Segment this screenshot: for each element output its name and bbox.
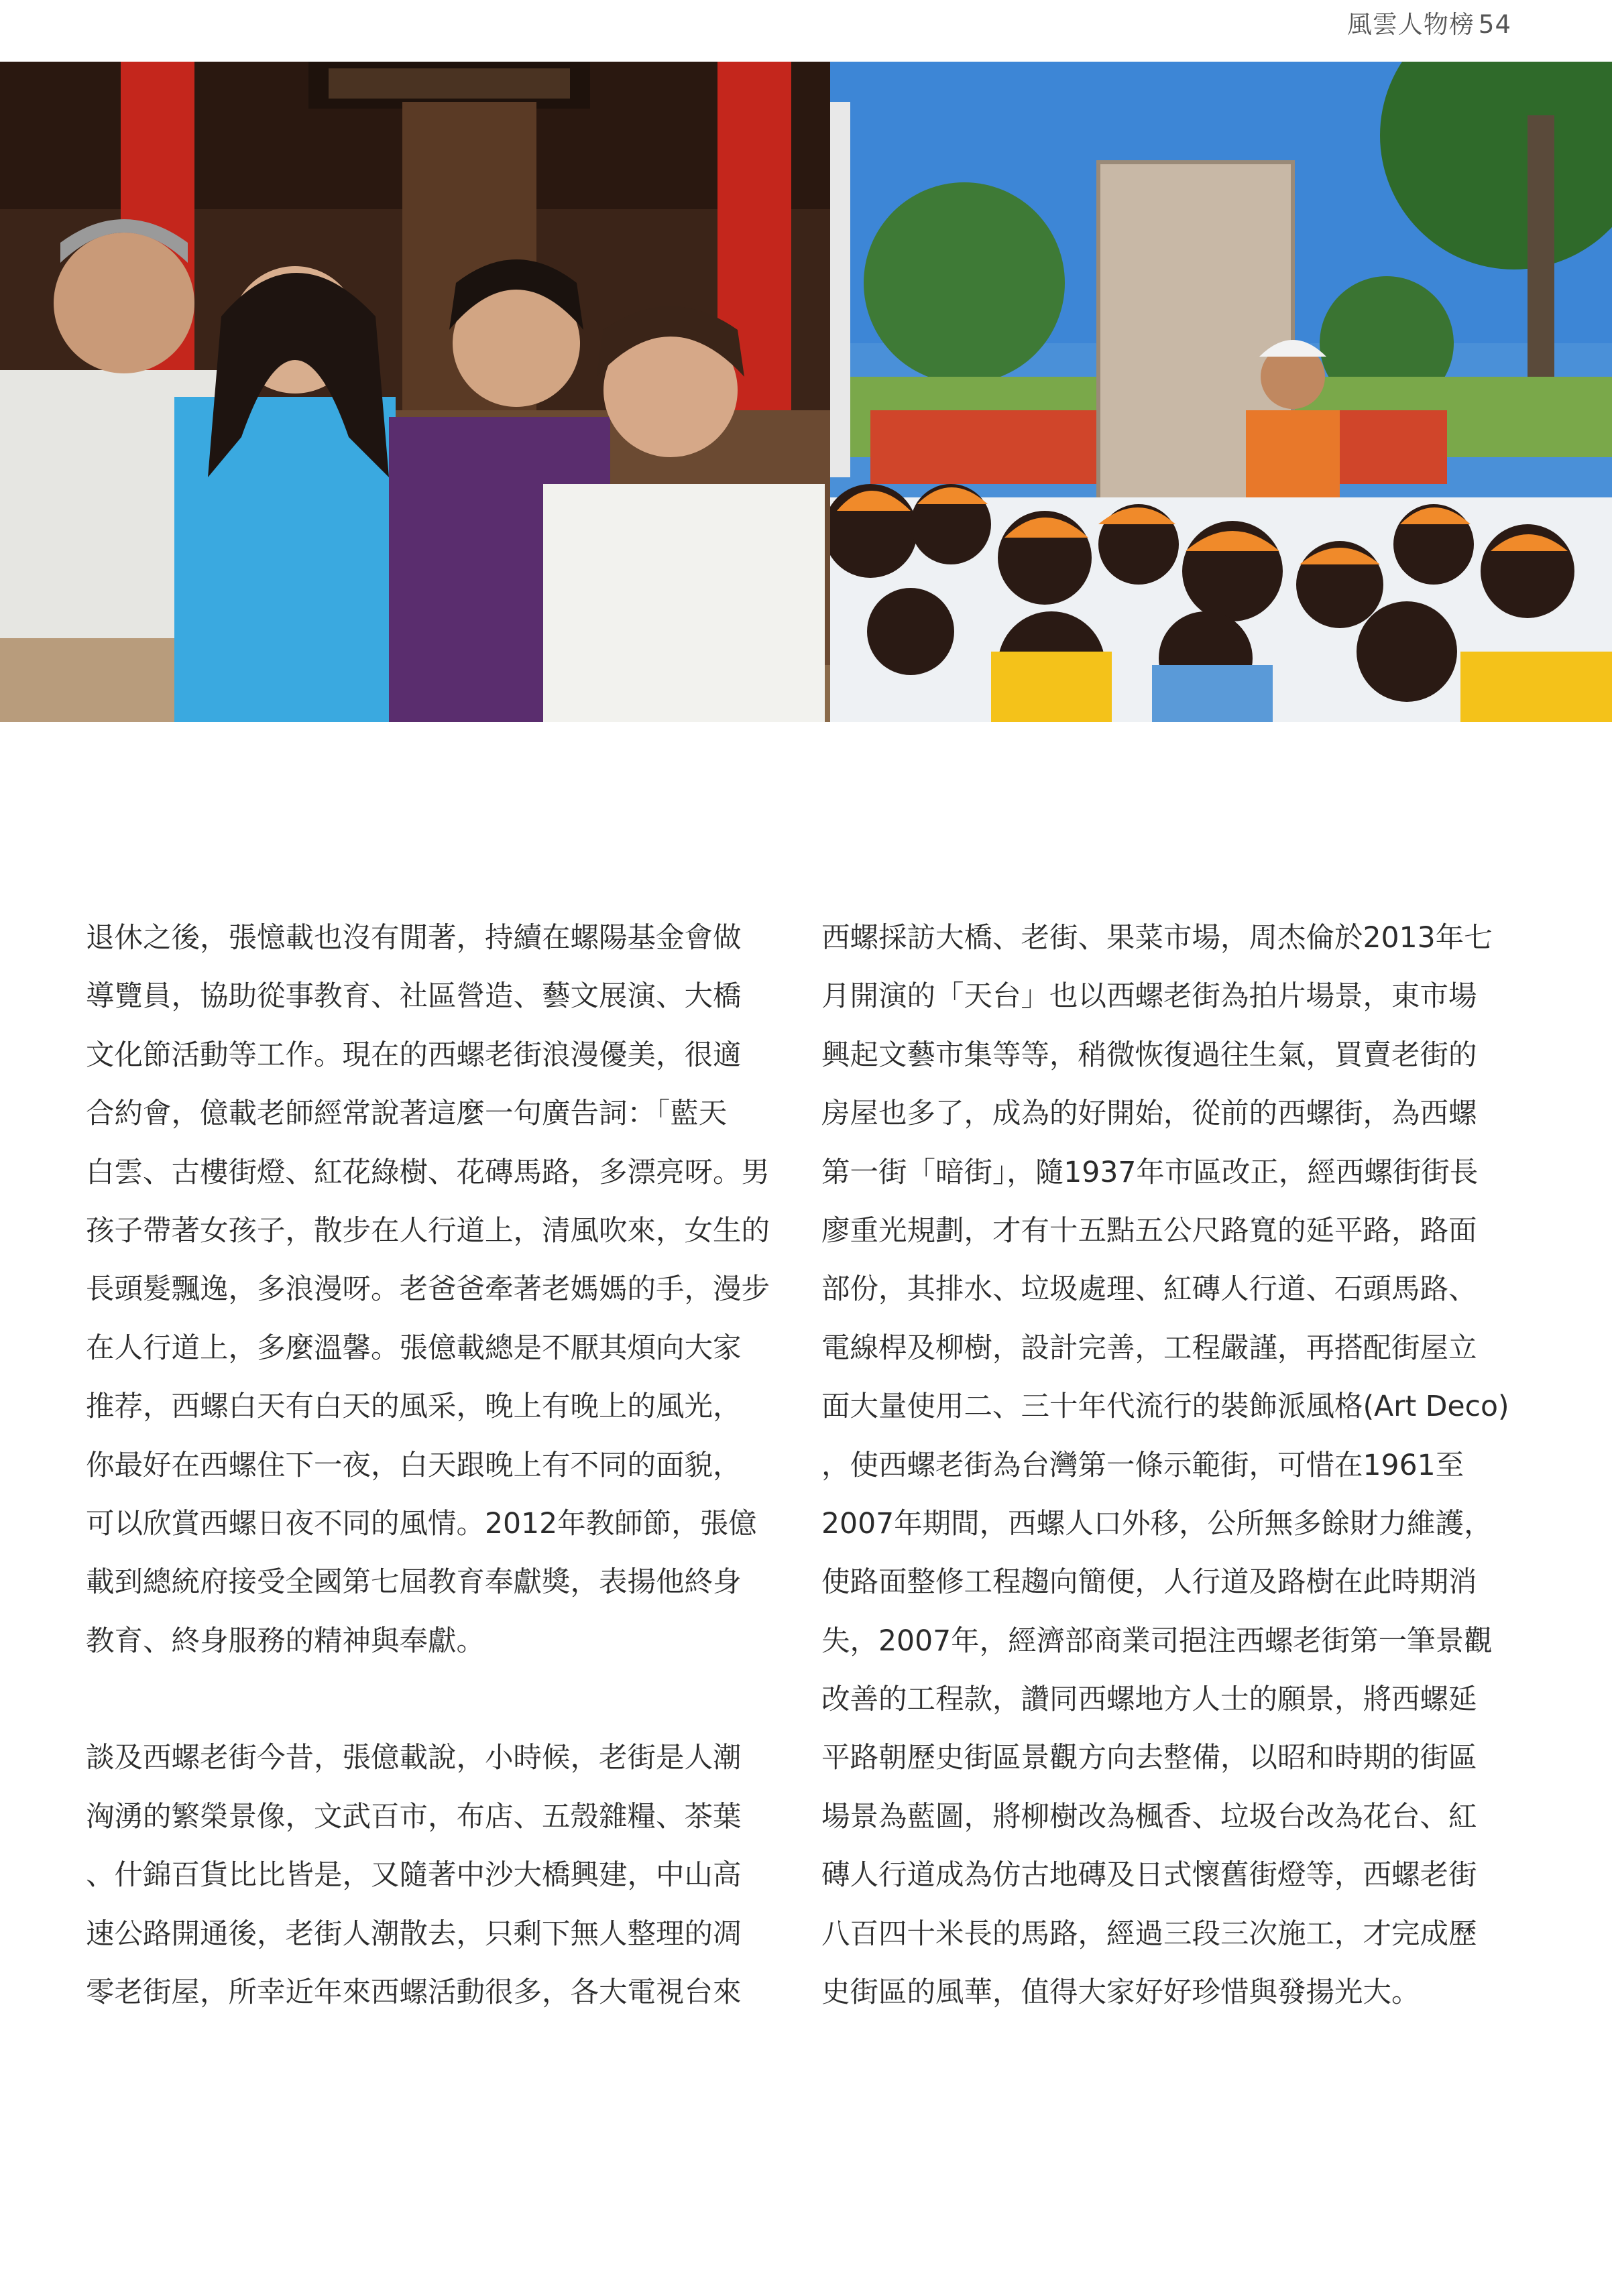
- text-line: 載到總統府接受全國第七屆教育奉獻獎，表揚他終身: [86, 1566, 742, 1599]
- section-title: 風雲人物榜: [1346, 10, 1475, 39]
- text-line: 改善的工程款，讚同西螺地方人士的願景，將西螺延: [821, 1683, 1477, 1717]
- text-line: 面大量使用二、三十年代流行的裝飾派風格(Art Deco): [821, 1390, 1509, 1424]
- text-line: 史街區的風華，值得大家好好珍惜與發揚光大。: [821, 1976, 1420, 2010]
- text-line: 你最好在西螺住下一夜，白天跟晚上有不同的面貌，: [86, 1449, 742, 1482]
- text-line: 在人行道上，多麼溫馨。張億載總是不厭其煩向大家: [86, 1331, 742, 1365]
- text-line: 教育、終身服務的精神與奉獻。: [86, 1624, 485, 1658]
- paragraph-spacer: [86, 1671, 763, 1729]
- text-line: 月開演的「天台」也以西螺老街為拍片場景，東市場: [821, 980, 1477, 1014]
- text-line: 談及西螺老街今昔，張億載說，小時候，老街是人潮: [86, 1742, 742, 1775]
- text-line: 使路面整修工程趨向簡便，人行道及路樹在此時期消: [821, 1566, 1477, 1599]
- field-trip-photo: [830, 62, 1612, 722]
- text-line: 孩子帶著女孩子，散步在人行道上，清風吹來，女生的: [86, 1214, 770, 1248]
- article-paragraph-2: [86, 1729, 763, 2022]
- text-line: 速公路開通後，老街人潮散去，只剩下無人整理的凋: [86, 1917, 742, 1951]
- field-trip-illustration: [830, 62, 1612, 722]
- text-line: ，使西螺老街為台灣第一條示範街，可惜在1961至: [821, 1449, 1464, 1482]
- article-column-right: [821, 909, 1509, 2022]
- text-line: 推荐，西螺白天有白天的風采，晚上有晚上的風光，: [86, 1390, 742, 1424]
- text-line: 八百四十米長的馬路，經過三段三次施工，才完成歷: [821, 1917, 1477, 1951]
- text-line: 場景為藍圖，將柳樹改為楓香、垃圾台改為花台、紅: [821, 1800, 1477, 1833]
- text-line: 白雲、古樓街燈、紅花綠樹、花磚馬路，多漂亮呀。男: [86, 1156, 770, 1189]
- group-portrait-illustration: [0, 62, 830, 722]
- text-line: 房屋也多了，成為的好開始，從前的西螺街，為西螺: [821, 1097, 1477, 1131]
- text-line: 、什錦百貨比比皆是，又隨著中沙大橋興建，中山高: [86, 1859, 742, 1892]
- page-header: [1347, 4, 1511, 40]
- text-line: 導覽員，協助從事教育、社區營造、藝文展演、大橋: [86, 980, 742, 1014]
- text-line: 興起文藝市集等等，稍微恢復過往生氣，買賣老街的: [821, 1038, 1477, 1072]
- text-line: 失，2007年，經濟部商業司挹注西螺老街第一筆景觀: [821, 1624, 1493, 1658]
- text-line: 平路朝歷史街區景觀方向去整備，以昭和時期的街區: [821, 1742, 1477, 1775]
- text-line: 部份，其排水、垃圾處理、紅磚人行道、石頭馬路、: [821, 1273, 1477, 1307]
- text-line: 2007年期間，西螺人口外移，公所無多餘財力維護，: [821, 1507, 1493, 1540]
- text-line: 零老街屋，所幸近年來西螺活動很多，各大電視台來: [86, 1976, 742, 2010]
- text-line: 文化節活動等工作。現在的西螺老街浪漫優美，很適: [86, 1038, 742, 1072]
- text-line: 廖重光規劃，才有十五點五公尺路寬的延平路，路面: [821, 1214, 1477, 1248]
- text-line: 第一街「暗街」，隨1937年市區改正，經西螺街街長: [821, 1156, 1479, 1189]
- text-line: 磚人行道成為仿古地磚及日式懷舊街燈等，西螺老街: [821, 1859, 1477, 1892]
- text-line: 合約會，億載老師經常說著這麼一句廣告詞：「藍天: [86, 1097, 728, 1131]
- page-number: 54: [1478, 10, 1511, 39]
- article-column-left: [86, 909, 770, 2022]
- group-portrait-photo: [0, 62, 830, 722]
- text-line: 西螺採訪大橋、老街、果菜市場，周杰倫於2013年七: [821, 922, 1493, 955]
- text-line: 退休之後，張憶載也沒有閒著，持續在螺陽基金會做: [86, 922, 742, 955]
- text-line: 長頭髮飄逸，多浪漫呀。老爸爸牽著老媽媽的手，漫步: [86, 1273, 770, 1307]
- text-line: 電線桿及柳樹，設計完善，工程嚴謹，再搭配街屋立: [821, 1331, 1477, 1365]
- article-paragraph-1: [86, 909, 770, 1671]
- text-line: 洶湧的繁榮景像，文武百市，布店、五殼雜糧、茶葉: [86, 1800, 742, 1833]
- text-line: 可以欣賞西螺日夜不同的風情。2012年教師節，張億: [86, 1507, 757, 1540]
